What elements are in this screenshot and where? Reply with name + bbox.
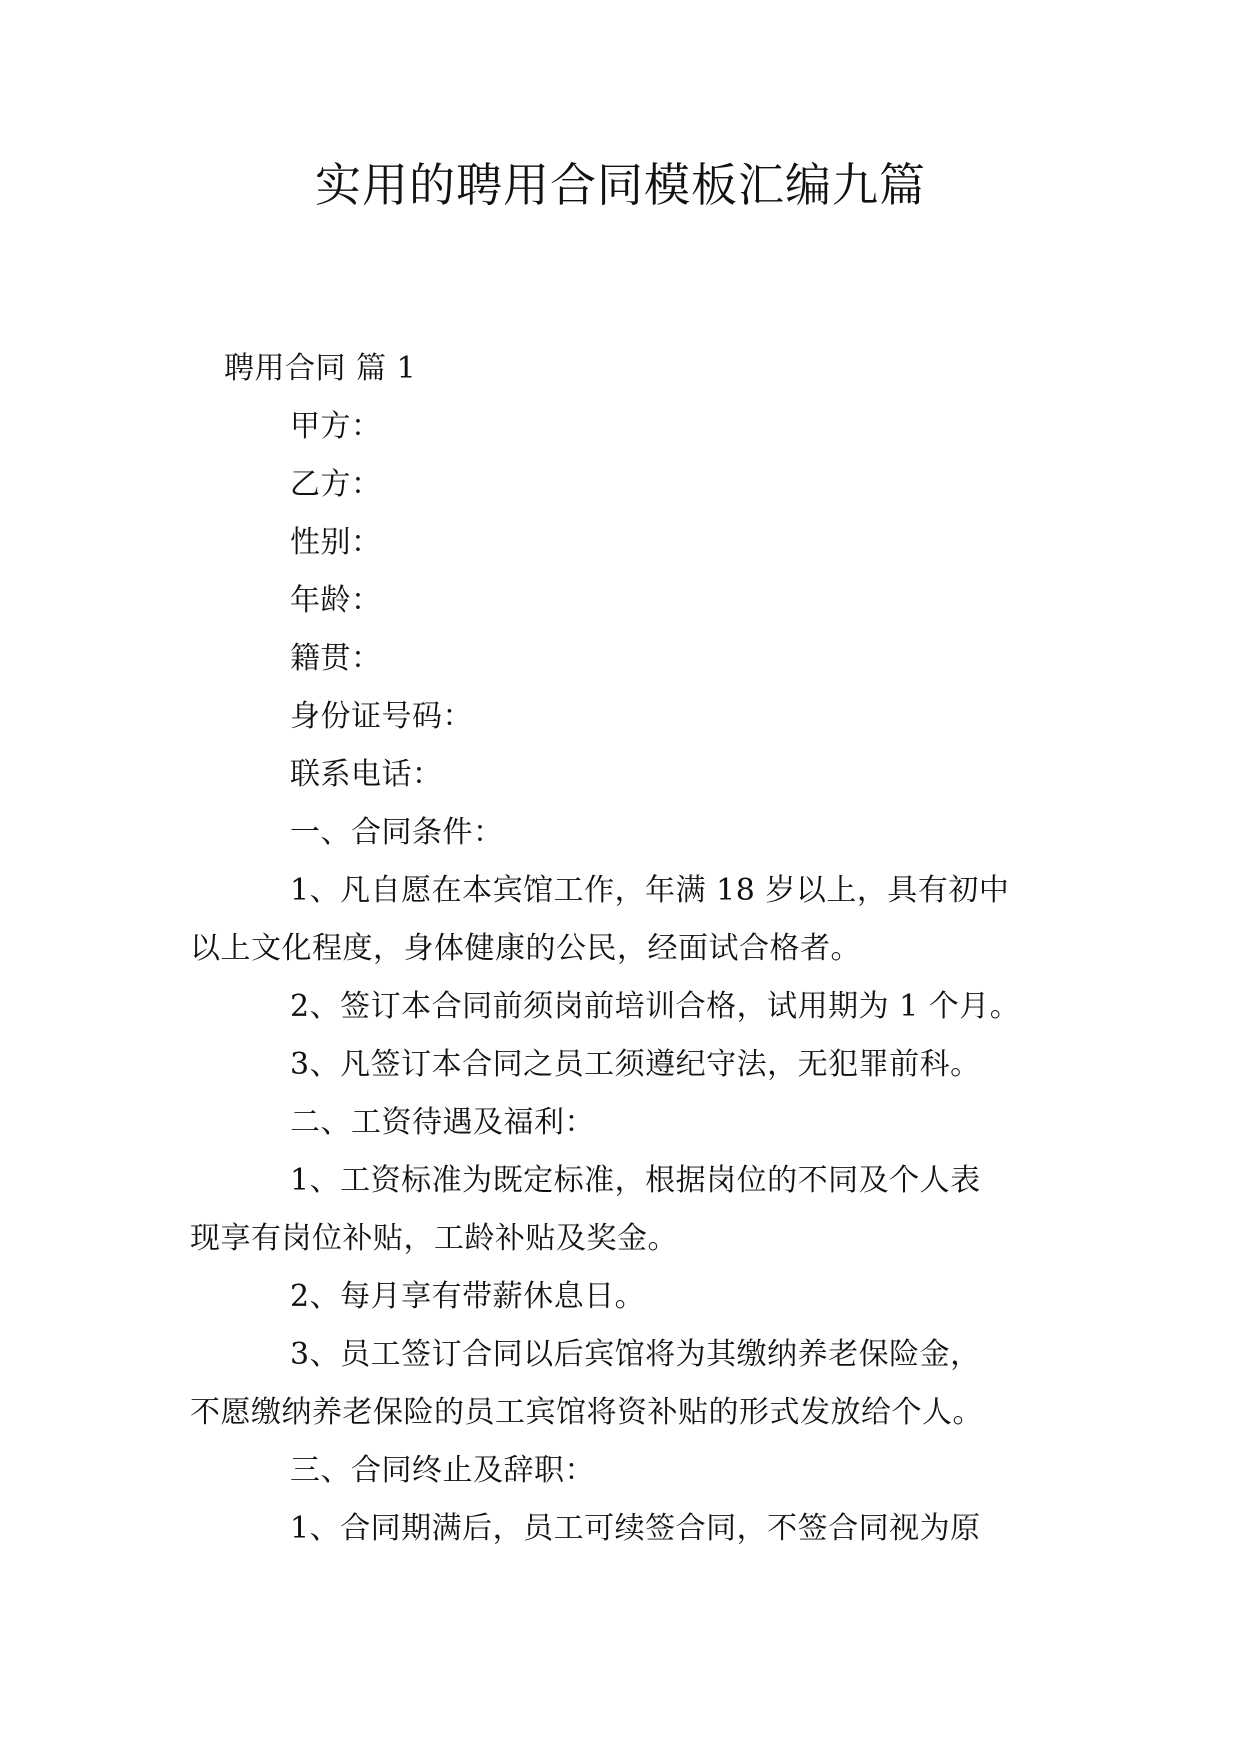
paragraph-line: 甲方：	[290, 409, 382, 444]
paragraph-line: 乙方：	[290, 467, 382, 502]
section-heading: 聘用合同 篇 1	[224, 351, 417, 386]
document-title: 实用的聘用合同模板汇编九篇	[315, 158, 926, 212]
paragraph-line: 现享有岗位补贴，工龄补贴及奖金。	[190, 1221, 678, 1256]
paragraph-line: 1、合同期满后，员工可续签合同，不签合同视为原	[290, 1511, 981, 1546]
paragraph-lines	[190, 398, 1052, 1558]
paragraph-line: 一、合同条件：	[290, 815, 504, 850]
paragraph-line: 不愿缴纳养老保险的员工宾馆将资补贴的形式发放给个人。	[190, 1395, 983, 1430]
paragraph-line: 二、工资待遇及福利：	[290, 1105, 595, 1140]
paragraph-line: 3、凡签订本合同之员工须遵纪守法，无犯罪前科。	[290, 1047, 981, 1082]
paragraph-line: 3、员工签订合同以后宾馆将为其缴纳养老保险金，	[290, 1337, 981, 1372]
paragraph-line: 2、签订本合同前须岗前培训合格，试用期为 1 个月。	[290, 989, 1021, 1024]
paragraph-line: 身份证号码：	[290, 699, 473, 734]
paragraph-line: 1、工资标准为既定标准，根据岗位的不同及个人表	[290, 1163, 981, 1198]
paragraph-line: 性别：	[290, 525, 382, 560]
paragraph-line: 年龄：	[290, 583, 382, 618]
document-body	[190, 340, 1052, 1558]
paragraph-line: 以上文化程度，身体健康的公民，经面试合格者。	[190, 931, 861, 966]
paragraph-line: 三、合同终止及辞职：	[290, 1453, 595, 1488]
paragraph-line: 联系电话：	[290, 757, 443, 792]
paragraph-line: 1、凡自愿在本宾馆工作，年满 18 岁以上，具有初中	[290, 873, 1010, 908]
paragraph-line: 籍贯：	[290, 641, 382, 676]
paragraph-line: 2、每月享有带薪休息日。	[290, 1279, 646, 1314]
